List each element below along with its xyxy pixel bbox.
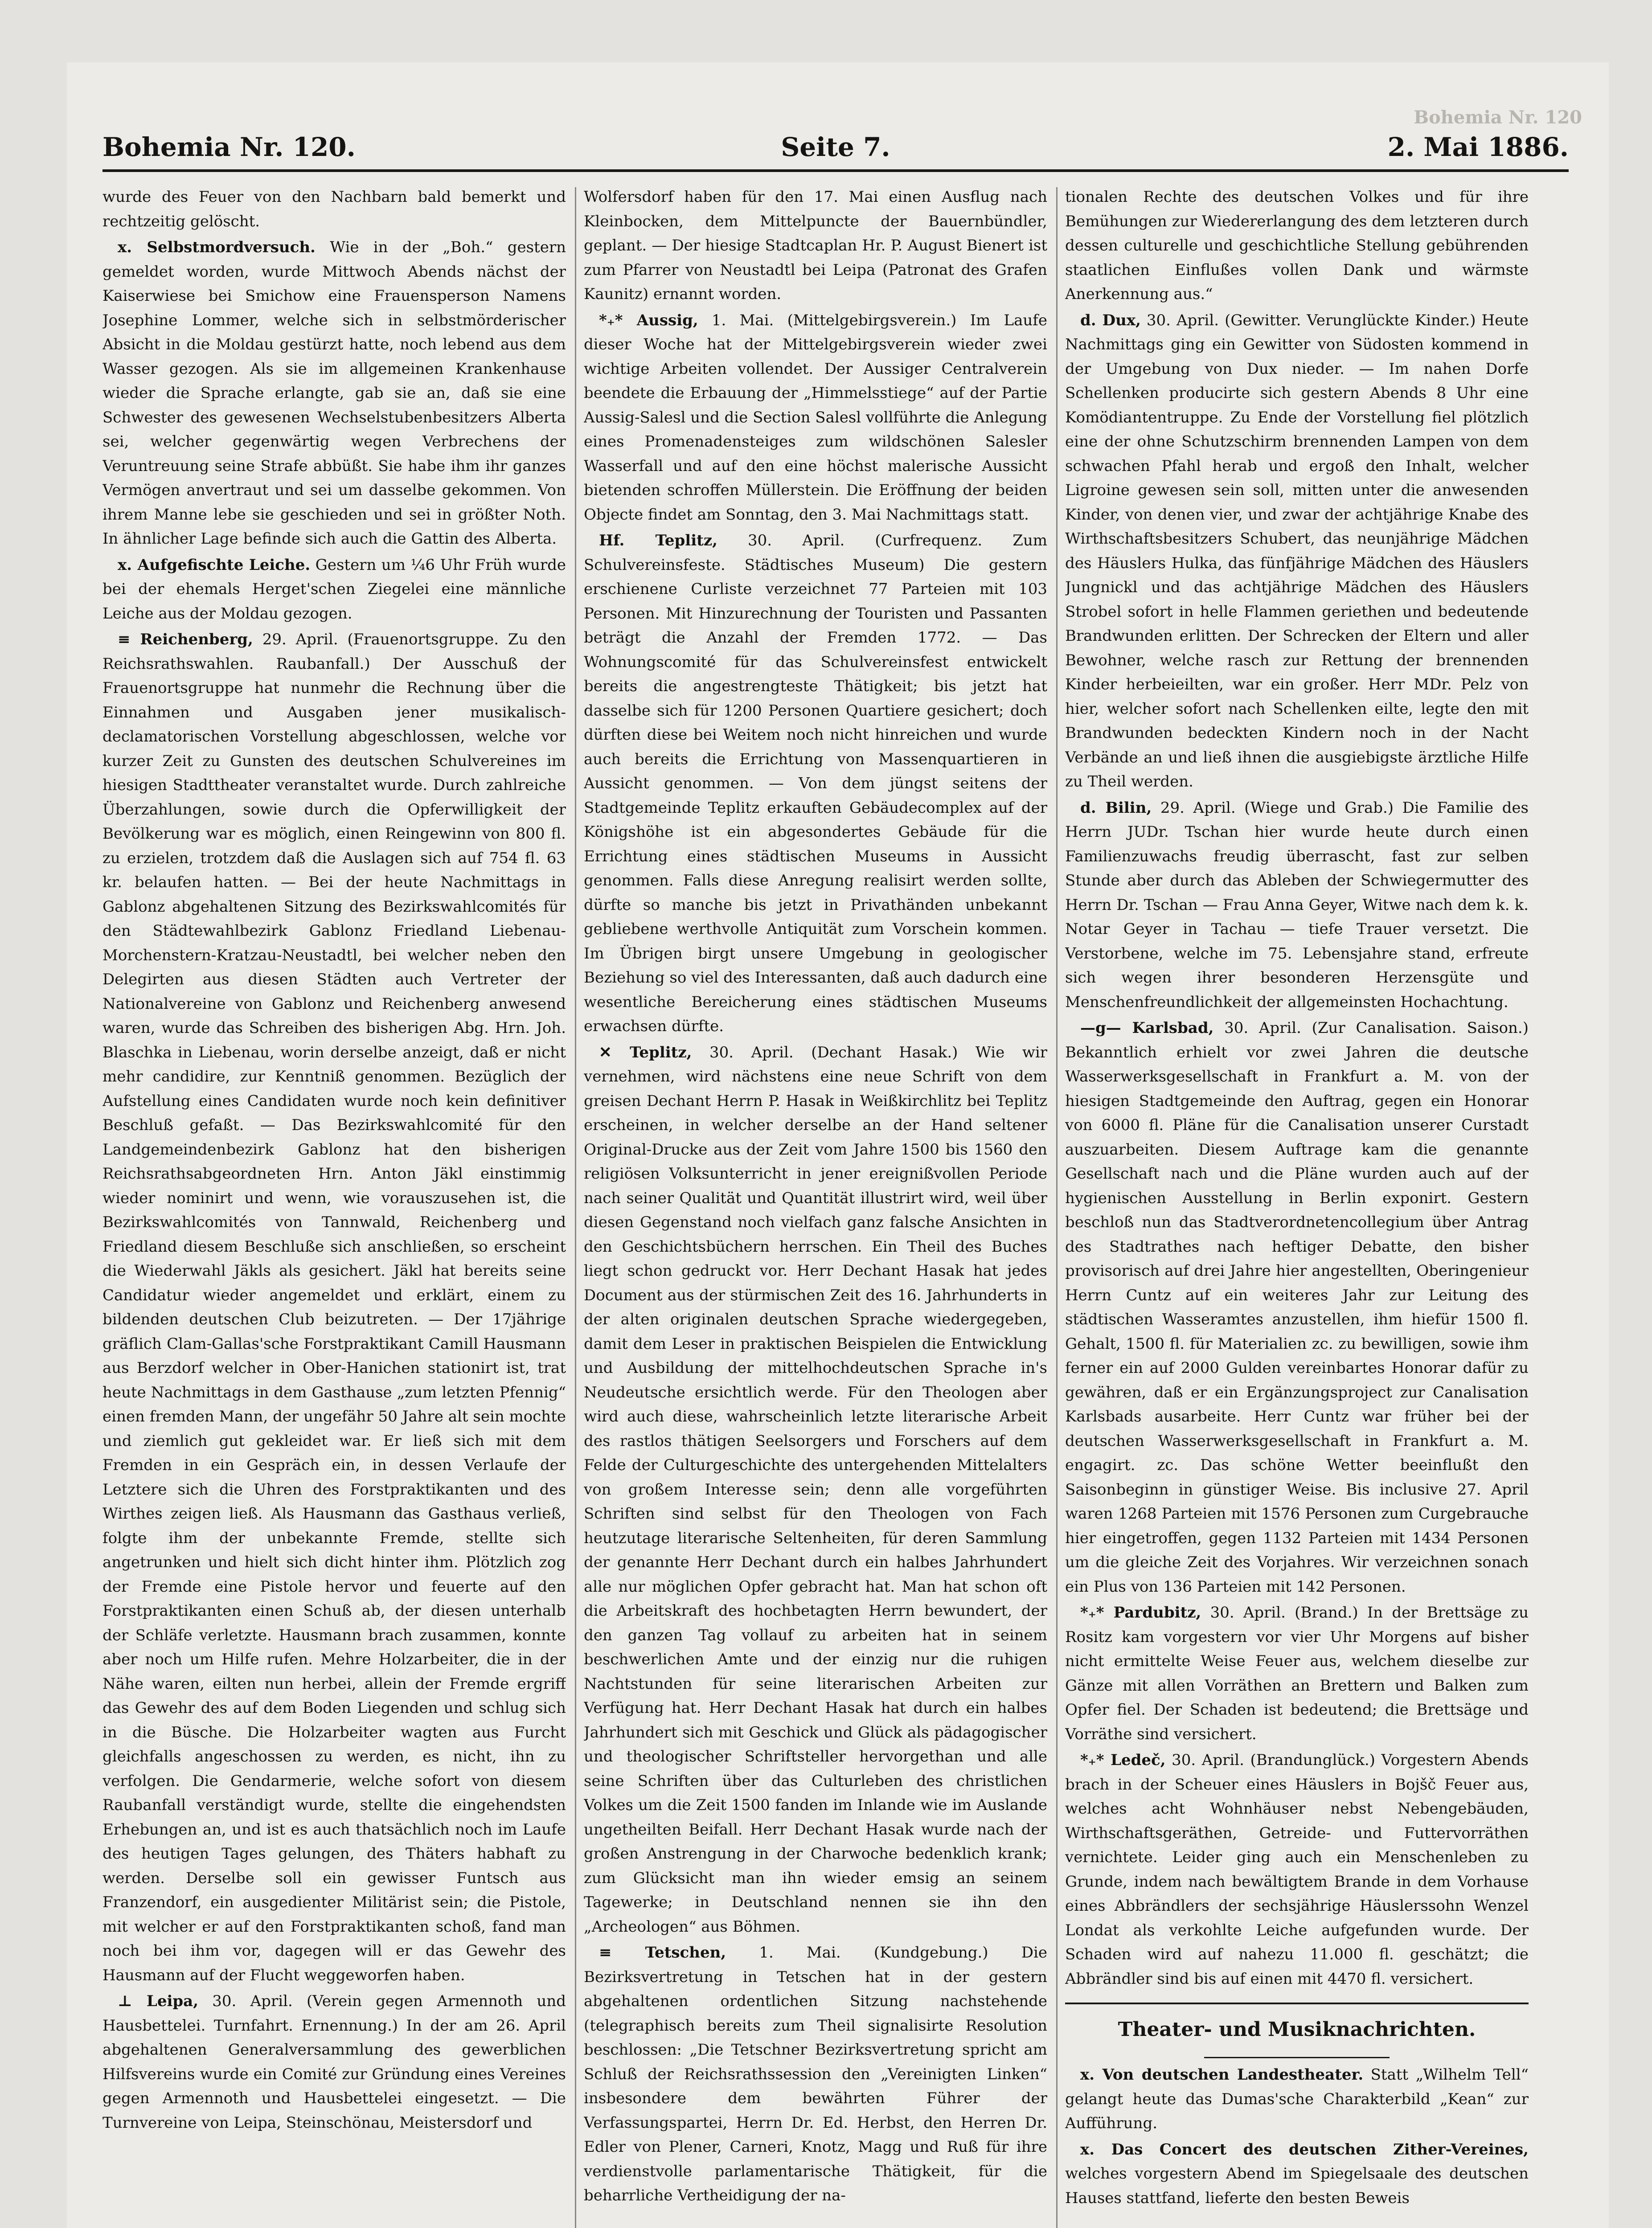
newspaper-page: [67, 62, 1609, 2228]
news-item: [1065, 2138, 1529, 2211]
news-item-text: Wie in der „Boh.“ gestern gemeldet worden, wurde Mittwoch Abends nächst der Kaiserwiese bei Smichow eine Frauensperson Namens Josephine Lommer, welche sich in selbstmörderischer Absicht in die Moldau gestürzt hatte, noch lebend aus dem Wasser gezogen. Als sie im allgemeinen Krankenhause wieder die Sprache erlangte, gab sie an, daß sie eine Schwester des gewesenen Wechselstubenbesitzers Alberta sei, welcher gegenwärtig wegen Verbrechens der Veruntreuung seine Strafe abbüßt. Sie habe ihm ihr ganzes Vermögen anvertraut und sei um dasselbe gekommen. Von ihrem Manne lebe sie geschieden und sei in größter Noth. In ähnlicher Lage befinde sich auch die Gattin des Alberta.: [102, 238, 566, 548]
news-item-lead: *₊* Pardubitz,: [1080, 1604, 1201, 1622]
news-item-text: 29. April. (Frauenortsgruppe. Zu den Reichsrathswahlen. Raubanfall.) Der Ausschuß der Frauenortsgruppe hat nunmehr die Rechnung über die Einnahmen und Ausgaben jener musikalisch-declamatorischen Vorstellung abgeschlossen, welche vor kurzer Zeit zu Gunsten des deutschen Schulvereines im hiesigen Stadttheater veranstaltet wurde. Durch zahlreiche Überzahlungen, sowie durch die Opferwilligkeit der Bevölkerung war es möglich, einen Reingewinn von 800 fl. zu erzielen, trotzdem daß die Auslagen sich auf 754 fl. 63 kr. belaufen hatten. — Bei der heute Nachmittags in Gablonz abgehaltenen Sitzung des Bezirkswahlcomités für den Städtewahlbezirk Gablonz Friedland Liebenau-Morchenstern-Kratzau-Neustadtl, bei welcher neben den Delegirten aus diesen Städten auch Vertreter der Nationalvereine von Gablonz und Reichenberg anwesend waren, wurde das Schreiben des bisherigen Abg. Hrn. Joh. Blaschka in Liebenau, worin derselbe anzeigt, daß er nicht mehr candidire, zur Kenntniß genommen. Bezüglich der Aufstellung eines Candidaten wurde noch kein definitiver Beschluß gefaßt. — Das Bezirkswahlcomité für den Landgemeindenbezirk Gablonz hat den bisherigen Reichsrathsabgeordneten Hrn. Anton Jäkl einstimmig wieder nominirt und wenn, wie vorauszusehen ist, die Bezirkswahlcomités von Tannwald, Reichenberg und Friedland diesem Beschluße sich anschließen, so erscheint die Wiederwahl Jäkls als gesichert. Jäkl hat bereits seine Candidatur wieder angemeldet und erklärt, einem zu bildenden deutschen Club beizutreten. — Der 17jährige gräflich Clam-Gallas'sche Forstpraktikant Camill Hausmann aus Berzdorf welcher in Ober-Hanichen stationirt ist, trat heute Nachmittags in dem Gasthause „zum letzten Pfennig“ einen fremden Mann, der ungefähr 50 Jahre alt sein mochte und ziemlich gut gekleidet war. Er ließ sich mit dem Fremden in ein Gespräch ein, in dessen Verlaufe der Letztere sich die Uhren des Forstpraktikanten und des Wirthes zeigen ließ. Als Hausmann das Gasthaus verließ, folgte ihm der unbekannte Fremde, stellte sich angetrunken und hielt sich dicht hinter ihm. Plötzlich zog der Fremde eine Pistole hervor und feuerte auf den Forstpraktikanten einen Schuß ab, der diesen unterhalb der Schläfe verletzte. Hausmann brach zusammen, konnte aber noch um Hilfe rufen. Mehre Holzarbeiter, die in der Nähe waren, eilten nun herbei, allein der Fremde ergriff das Gewehr des auf dem Boden Liegenden und schlug sich in die Büsche. Die Holzarbeiter wagten aus Furcht gleichfalls angeschossen zu werden, es nicht, ihn zu verfolgen. Die Gendarmerie, welche sofort von diesem Raubanfall verständigt wurde, stellte die eingehendsten Erhebungen an, und ist es auch thatsächlich noch im Laufe des heutigen Tages gelungen, des Thäters habhaft zu werden. Derselbe soll ein gewisser Funtsch aus Franzendorf, ein ausgedienter Militärist sein; die Pistole, mit welcher er auf den Forstpraktikanten schoß, fand man noch bei ihm vor, dagegen will er das Gewehr des Hausmann auf der Flucht weggeworfen haben.: [102, 631, 566, 1984]
news-item: [102, 235, 566, 551]
news-item-text: 30. April. (Brand.) In der Brettsäge zu Rositz kam vorgestern vor vier Uhr Morgens auf bisher nicht ermittelte Weise Feuer aus, welchem dieselbe zur Gänze mit allen Vorräthen an Brettern und Balken zum Opfer fiel. Der Schaden ist bedeutend; die Brettsäge und Vorräthe sind versichert.: [1065, 1604, 1529, 1743]
news-item-text: 30. April. (Brandunglück.) Vorgestern Abends brach in der Scheuer eines Häuslers in Bojšč Feuer aus, welches acht Wohnhäuser nebst Nebengebäuden, Wirthschaftsgeräthen, Getreide- und Futtervorräthen vernichtete. Leider ging auch ein Menschenleben zu Grunde, indem nach bewältigtem Brande in dem Vorhause eines Abbrändlers der sechsjährige Häuslerssohn Wenzel Londat als verkohlte Leiche aufgefunden wurde. Der Schaden wird auf nahezu 11.000 fl. geschätzt; die Abbrändler sind bis auf einen mit 4470 fl. versichert.: [1065, 1751, 1529, 1988]
news-item-text: Statt „Wilhelm Tell“ gelangt heute das Dumas'sche Charakterbild „Kean“ zur Aufführung.: [1065, 2066, 1529, 2132]
news-item-text: 29. April. (Wiege und Grab.) Die Familie des Herrn JUDr. Tschan hier wurde heute durch einen Familienzuwachs freudig überrascht, fast zur selben Stunde aber durch das Ableben der Schwiegermutter des Herrn Dr. Tschan — Frau Anna Geyer, Witwe nach dem k. k. Notar Geyer in Tachau — tiefe Trauer versetzt. Die Verstorbene, welche im 75. Lebensjahre stand, erfreute sich wegen ihrer besonderen Herzensgüte und Menschenfreundlichkeit der allgemeinsten Hochachtung.: [1065, 799, 1529, 1011]
news-item-lead: ✕ Teplitz,: [599, 1043, 692, 1061]
news-item: [584, 1941, 1047, 2208]
news-item-lead: ≡ Tetschen,: [599, 1944, 726, 1962]
bleed-through-stamp: Bohemia Nr. 120: [1414, 107, 1582, 128]
news-item: [584, 308, 1047, 527]
news-item-lead: *₊* Ledeč,: [1080, 1751, 1166, 1769]
section-rule: [1204, 2057, 1390, 2058]
news-item-text: 30. April. (Zur Canalisation. Saison.) Bekanntlich erhielt vor zwei Jahren die deutsche Wasserwerksgesellschaft in Frankfurt a. M. von der hiesigen Stadtgemeinde den Auftrag, gegen ein Honorar von 6000 fl. Pläne für die Canalisation unserer Curstadt auszuarbeiten. Diesem Auftrage kam die genannte Gesellschaft nach und die Pläne wurden auch auf der hygienischen Ausstellung in Berlin exponirt. Gestern beschloß nun das Stadtverordnetencollegium über Antrag des Stadtrathes nach heftiger Debatte, den bisher provisorisch auf drei Jahre hier angestellten, Oberingenieur Herrn Cuntz auf ein weiteres Jahr zur Leitung des städtischen Wasseramtes anzustellen, ihm hiefür 1500 fl. Gehalt, 1500 fl. für Materialien zc. zu bewilligen, sowie ihm ferner ein auf 2000 Gulden vereinbartes Honorar dafür zu gewähren, daß er ein Ergänzungsproject zur Canalisation Karlsbads ausarbeite. Herr Cuntz war früher bei der deutschen Wasserwerksgesellschaft in Frankfurt a. M. engagirt. zc. Das schöne Wetter beeinflußt den Saisonbeginn in günstiger Weise. Bis inclusive 27. April waren 1268 Parteien mit 1576 Personen zum Curgebrauche hier eingetroffen, gegen 1132 Parteien mit 1434 Personen um die gleiche Zeit des Vorjahres. Wir verzeichnen sonach ein Plus von 136 Parteien mit 142 Personen.: [1065, 1019, 1529, 1596]
news-item: [584, 528, 1047, 1039]
news-item: [1065, 1748, 1529, 1991]
news-item: [102, 185, 566, 233]
news-item-lead: *₊* Aussig,: [599, 311, 698, 329]
column-divider: [575, 187, 576, 2228]
news-item-lead: x. Selbstmordversuch.: [118, 238, 316, 256]
news-item: [1065, 185, 1529, 307]
news-item: [1065, 1601, 1529, 1746]
news-item: [1065, 796, 1529, 1015]
news-item-text: 30. April. (Gewitter. Verunglückte Kinder.) Heute Nachmittags ging ein Gewitter von Südosten kommend in der Umgebung von Dux nieder. — Im nahen Dorfe Schellenken producirte sich gestern Abends 8 Uhr eine Komödiantentruppe. Zu Ende der Vorstellung fiel plötzlich eine der ohne Schutzschirm brennenden Lampen von dem schwachen Pfahl herab und ergoß den Inhalt, welcher Ligroine gewesen sein soll, mitten unter die anwesenden Kinder, von denen vier, und zwar der achtjährige Knabe des Wirthschaftsbesitzers Schubert, das neunjährige Mädchen des Häuslers Hulka, das fünfjährige Mädchen des Häuslers Jungnickl und das achtjährige Mädchen des Häuslers Strobel sofort in helle Flammen geriethen und bedeutende Brandwunden erlitten. Der Schrecken der Eltern und aller Bewohner, welche rasch zur Rettung der brennenden Kinder herbeieilten, war ein großer. Herr MDr. Pelz von hier, welcher sofort nach Schellenken eilte, legte den mit Brandwunden bedeckten Kindern noch in der Nacht Verbände an und ließ ihnen die ausgiebigste ärztliche Hilfe zu Theil werden.: [1065, 311, 1529, 790]
masthead-issue: Bohemia Nr. 120.: [102, 132, 356, 162]
news-item-lead: x. Von deutschen Landestheater.: [1080, 2066, 1364, 2084]
news-item-lead: x. Aufgefischte Leiche.: [118, 556, 311, 574]
news-item-text: wurde des Feuer von den Nachbarn bald bemerkt und rechtzeitig gelöscht.: [102, 188, 566, 230]
page-number: Seite 7.: [781, 132, 890, 162]
news-item-text: 30. April. (Verein gegen Armennoth und Hausbettelei. Turnfahrt. Ernennung.) In der am 26. April abgehaltenen Generalversammlung des gewerblichen Hilfsvereins wurde ein Comité zur Gründung eines Vereines gegen Armennoth und Hausbettelei eingesetzt. — Die Turnvereine von Leipa, Steinschönau, Meistersdorf und: [102, 1992, 566, 2132]
news-item: [1065, 308, 1529, 794]
news-item: [102, 553, 566, 626]
news-item-text: 30. April. (Dechant Hasak.) Wie wir vernehmen, wird nächstens eine neue Schrift von dem greisen Dechant Herrn P. Hasak in Weißkirchlitz bei Teplitz erscheinen, in welcher derselbe an der Hand seltener Original-Drucke aus der Zeit vom Jahre 1500 bis 1560 den religiösen Volksunterricht in jener ereignißvollen Periode nach seiner Qualität und Quantität illustrirt wird, weil über diesen Gegenstand noch vielfach ganz falsche Ansichten in den Geschichtsbüchern herrschen. Ein Theil des Buches liegt schon gedruckt vor. Herr Dechant Hasak hat jedes Document aus der stürmischen Zeit des 16. Jahrhunderts in der alten originalen deutschen Sprache wiedergegeben, damit dem Leser in praktischen Beispielen die Entwicklung und Ausbildung der mittelhochdeutschen Sprache in's Neudeutsche ersichtlich werde. Für den Theologen aber wird auch diese, wahrscheinlich letzte literarische Arbeit des rastlos thätigen Seelsorgers und Forschers auf dem Felde der Culturgeschichte des untergehenden Mittelalters von großem Interesse sein; denn alle vorgeführten Schriften sind selbst für den Theologen von Fach heutzutage literarische Seltenheiten, für deren Sammlung der genannte Herr Dechant durch ein halbes Jahrhundert alle nur möglichen Opfer gebracht hat. Man hat schon oft die Arbeitskraft des hochbetagten Herrn bewundert, der den ganzen Tag vollauf zu arbeiten hat in seinem beschwerlichen Amte und der einzig nur die ruhigen Nachtstunden für seine literarischen Arbeiten zur Verfügung hat. Herr Dechant Hasak hat durch ein halbes Jahrhundert sich mit Geschick und Glück als pädagogischer und theologischer Schriftsteller hervorgethan und alle seine Schriften über das Culturleben des christlichen Volkes um die Zeit 1500 fanden im Inlande wie im Auslande ungetheilten Beifall. Herr Dechant Hasak wurde nach der großen Anstrengung in der Charwoche bedenklich krank; zum Glücksicht man ihn wieder emsig an seinem Tagewerke; in Deutschland nennen sie ihn den „Archeologen“ aus Böhmen.: [584, 1043, 1047, 1936]
news-item-lead: Hf. Teplitz,: [599, 532, 717, 549]
news-item-text: Gestern um ¼6 Uhr Früh wurde bei der ehemals Herget'schen Ziegelei eine männliche Leiche aus der Moldau gezogen.: [102, 556, 566, 623]
news-item-text: welches vorgestern Abend im Spiegelsaale des deutschen Hauses stattfand, lieferte den besten Beweis: [1065, 2165, 1529, 2207]
news-item: [102, 1989, 566, 2135]
page-header: [102, 129, 1569, 172]
news-item-text: Wolfersdorf haben für den 17. Mai einen Ausflug nach Kleinbocken, dem Mittelpuncte der Bauernbündler, geplant. — Der hiesige Stadtcaplan Hr. P. August Bienert ist zum Pfarrer von Neustadtl bei Leipa (Patronat des Grafen Kaunitz) ernannt worden.: [584, 188, 1047, 303]
news-item: [584, 1040, 1047, 1939]
news-item: [1065, 2063, 1529, 2136]
text-column-3: [1065, 185, 1529, 2228]
news-item: [584, 185, 1047, 307]
news-item-lead: —g— Karlsbad,: [1080, 1019, 1214, 1037]
text-column-1: [102, 185, 566, 2228]
news-item-text: 1. Mai. (Mittelgebirgsverein.) Im Laufe dieser Woche hat der Mittelgebirgsverein wieder zwei wichtige Arbeiten vollendet. Der Aussiger Centralverein beendete die Erbauung der „Himmelsstiege“ auf der Partie Aussig-Salesl und die Section Salesl vollführte die Anlegung eines Promenadensteiges zum wildschönen Salesler Wasserfall und auf den eine höchst malerische Aussicht bietenden schroffen Müllerstein. Die Eröffnung der beiden Objecte findet am Sonntag, den 3. Mai Nachmittags statt.: [584, 311, 1047, 524]
section-heading: Theater- und Musiknachrichten.: [1118, 2018, 1476, 2041]
news-item-text: 1. Mai. (Kundgebung.) Die Bezirksvertretung in Tetschen hat in der gestern abgehaltenen ordentlichen Sitzung nachstehende (telegraphisch bereits zum Theil signalisirte Resolution beschlossen: „Die Tetschner Bezirksvertretung spricht am Schluß der Reichsrathssession den „Vereinigten Linken“ insbesondere dem bewährten Führer der Verfassungspartei, Herrn Dr. Ed. Herbst, den Herren Dr. Edler von Plener, Carneri, Knotz, Magg und Ruß für ihre verdienstvolle parlamentarische Thätigkeit, für die beharrliche Vertheidigung der na-: [584, 1944, 1047, 2204]
news-item-lead: d. Bilin,: [1080, 799, 1152, 817]
news-item-lead: d. Dux,: [1080, 311, 1141, 329]
text-column-2: [584, 185, 1047, 2228]
column-divider: [1056, 187, 1058, 2228]
news-item: [102, 627, 566, 1987]
news-item-lead: x. Das Concert des deutschen Zither-Vereines,: [1080, 2140, 1529, 2158]
news-item-text: tionalen Rechte des deutschen Volkes und für ihre Bemühungen zur Wiedererlangung des dem letzteren durch dessen culturelle und geschichtliche Stellung gebührenden staatlichen Einflußes vollen Dank und wärmste Anerkennung aus.“: [1065, 188, 1529, 303]
issue-date: 2. Mai 1886.: [1387, 132, 1569, 162]
news-item-lead: ⊥ Leipa,: [118, 1992, 199, 2010]
section-rule: [1065, 2003, 1529, 2004]
news-item-lead: ≡ Reichenberg,: [118, 631, 253, 648]
news-item-text: 30. April. (Curfrequenz. Zum Schulvereinsfeste. Städtisches Museum) Die gestern erschienene Curliste verzeichnet 77 Parteien mit 103 Personen. Mit Hinzurechnung der Touristen und Passanten beträgt die Anzahl der Fremden 1772. — Das Wohnungscomité für das Schulvereinsfest entwickelt bereits die angestrengteste Thätigkeit; bis jetzt hat dasselbe sich für 1200 Personen Quartiere gesichert; doch dürften diese bei Weitem noch nicht hinreichen und wurde auch bereits die Errichtung von Massenquartieren in Aussicht genommen. — Von dem jüngst seitens der Stadtgemeinde Teplitz erkauften Gebäudecomplex auf der Königshöhe ist ein abgesondertes Gebäude für die Errichtung eines städtischen Museums in Aussicht genommen. Falls diese Anregung realisirt werden sollte, dürfte so manche bis jetzt in Privathänden unbekannt gebliebene werthvolle Antiquität zum Vorschein kommen. Im Übrigen birgt unsere Umgebung in geologischer Beziehung so viel des Interessanten, daß auch dadurch eine wesentliche Bereicherung eines städtischen Museums erwachsen dürfte.: [584, 532, 1047, 1035]
news-item: [1065, 1016, 1529, 1599]
